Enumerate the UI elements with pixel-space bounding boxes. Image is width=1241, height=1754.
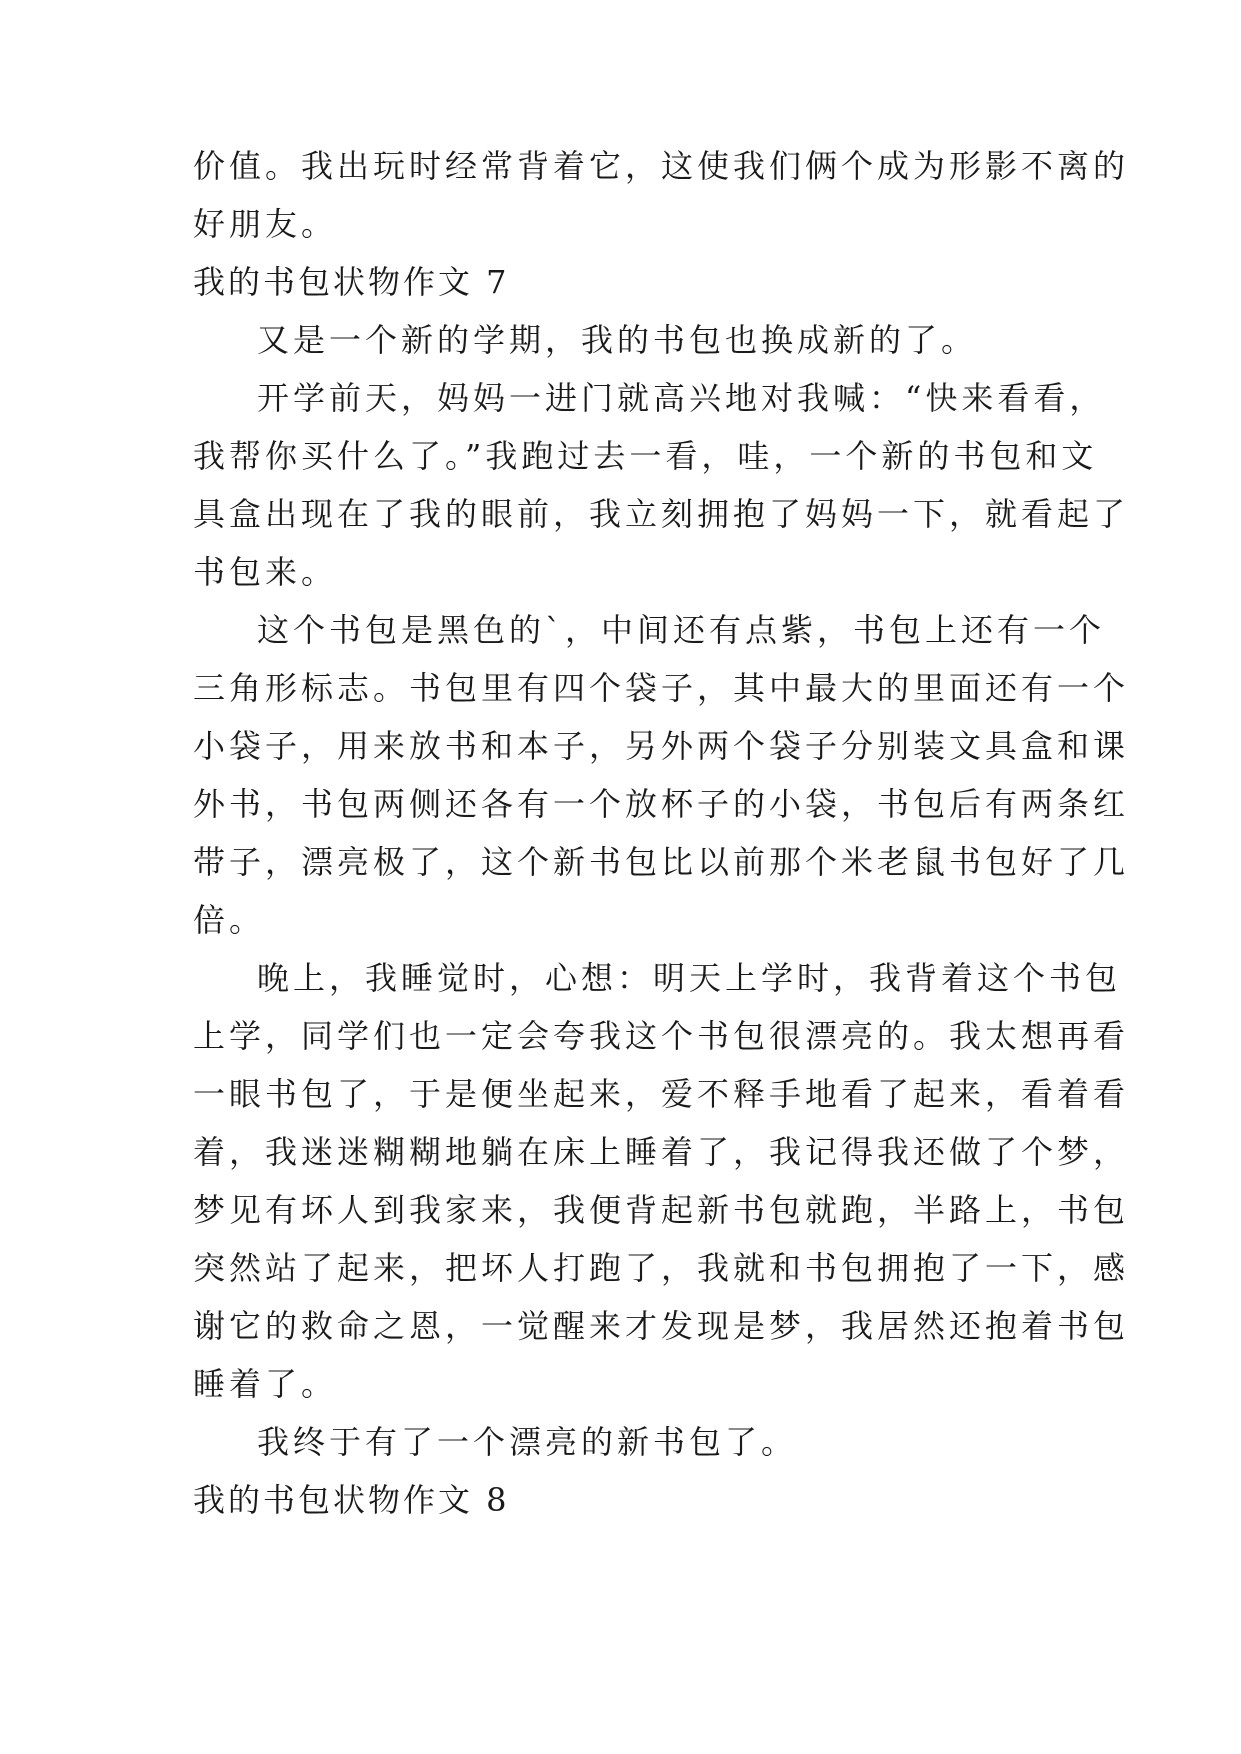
paragraph-line: 倍。: [193, 901, 266, 939]
paragraph-line: 我帮你买什么了。”我跑过去一看，哇，一个新的书包和文: [193, 437, 1098, 475]
paragraph-line: 小袋子，用来放书和本子，另外两个袋子分别装文具盒和课: [193, 727, 1130, 765]
paragraph-line: 外书，书包两侧还各有一个放杯子的小袋，书包后有两条红: [193, 785, 1130, 823]
paragraph-line: 我终于有了一个漂亮的新书包了。: [257, 1423, 798, 1461]
paragraph-line: 谢它的救命之恩，一觉醒来才发现是梦，我居然还抱着书包: [193, 1307, 1130, 1345]
paragraph-line: 晚上，我睡觉时，心想：明天上学时，我背着这个书包: [257, 959, 1122, 997]
paragraph-line: 着，我迷迷糊糊地躺在床上睡着了，我记得我还做了个梦，: [193, 1133, 1130, 1171]
paragraph-line: 书包来。: [193, 553, 338, 591]
paragraph-line: 好朋友。: [193, 205, 338, 243]
paragraph-line: 又是一个新的学期，我的书包也换成新的了。: [257, 321, 978, 359]
paragraph-line: 这个书包是黑色的`，中间还有点紫，书包上还有一个: [257, 611, 1106, 649]
document-body: [193, 137, 1130, 1529]
paragraph-line: 突然站了起来，把坏人打跑了，我就和书包拥抱了一下，感: [193, 1249, 1130, 1287]
paragraph-line: 带子，漂亮极了，这个新书包比以前那个米老鼠书包好了几: [193, 843, 1130, 881]
section-heading: 我的书包状物作文 7: [193, 263, 510, 301]
paragraph-line: 睡着了。: [193, 1365, 338, 1403]
section-heading: 我的书包状物作文 8: [193, 1481, 510, 1519]
paragraph-line: 一眼书包了，于是便坐起来，爱不释手地看了起来，看着看: [193, 1075, 1130, 1113]
paragraph-line: 梦见有坏人到我家来，我便背起新书包就跑，半路上，书包: [193, 1191, 1130, 1229]
paragraph-line: 上学，同学们也一定会夸我这个书包很漂亮的。我太想再看: [193, 1017, 1130, 1055]
paragraph-line: 具盒出现在了我的眼前，我立刻拥抱了妈妈一下，就看起了: [193, 495, 1130, 533]
paragraph-line: 三角形标志。书包里有四个袋子，其中最大的里面还有一个: [193, 669, 1130, 707]
paragraph-line: 开学前天，妈妈一进门就高兴地对我喊：“快来看看，: [257, 379, 1106, 417]
paragraph-line: 价值。我出玩时经常背着它，这使我们俩个成为形影不离的: [193, 147, 1130, 185]
